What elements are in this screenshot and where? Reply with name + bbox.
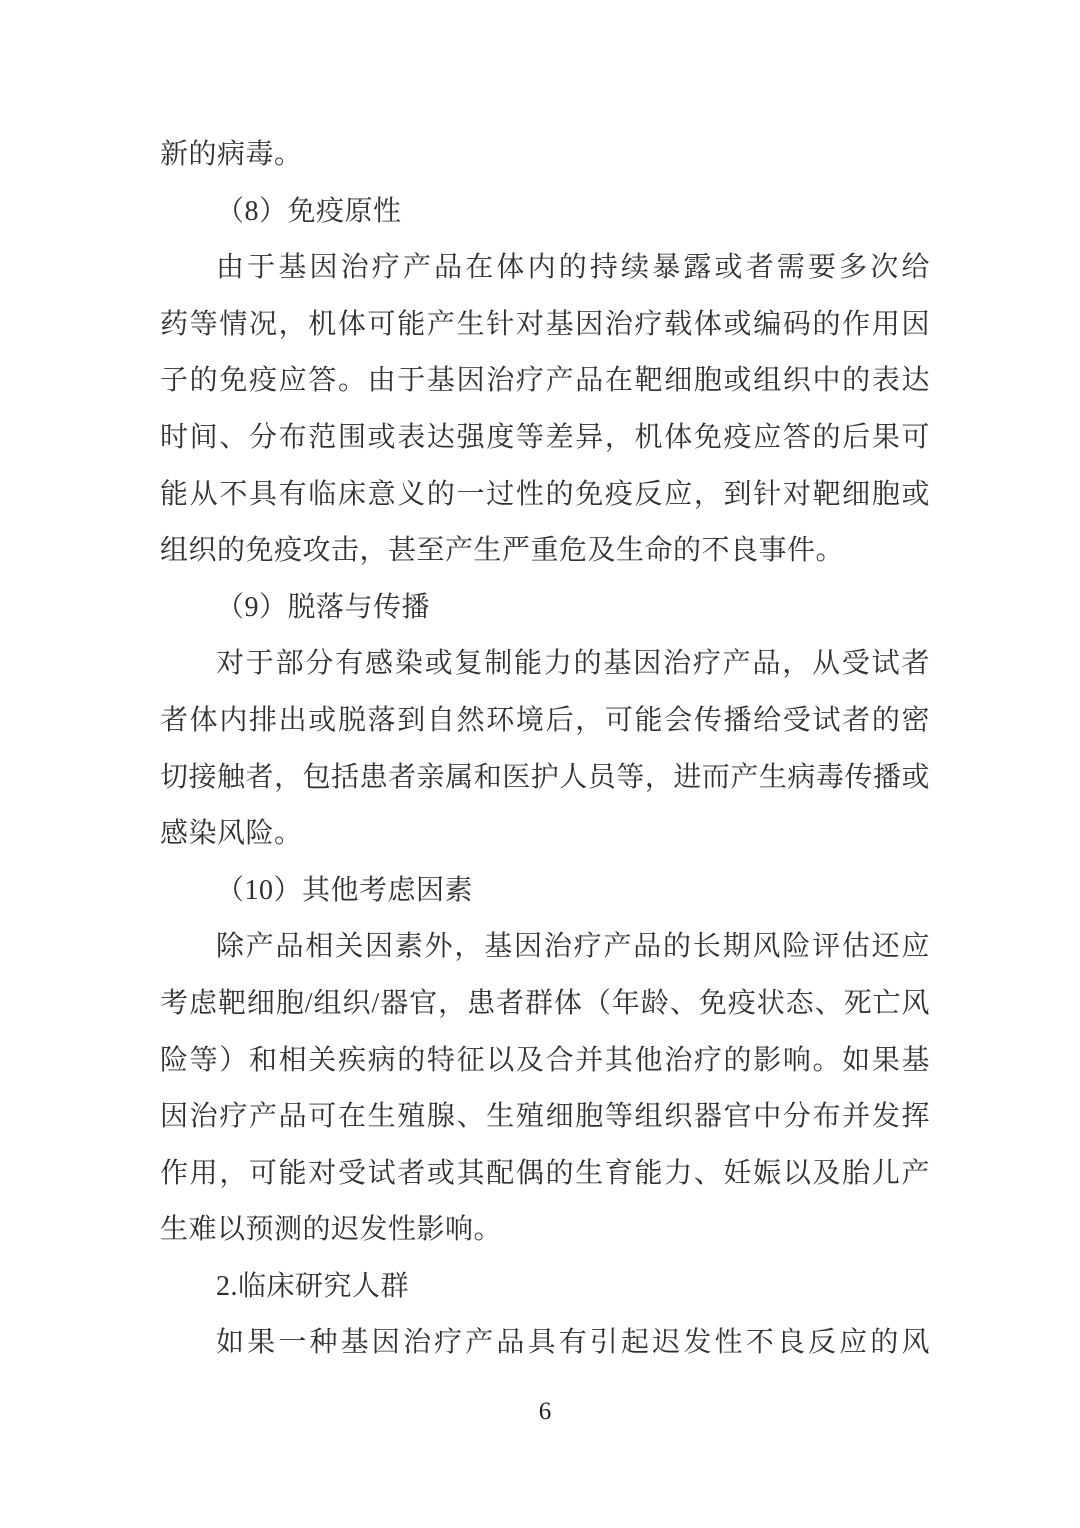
text-line: 因治疗产品可在生殖腺、生殖细胞等组织器官中分布并发挥 (160, 1101, 930, 1133)
text-line: 组织的免疫攻击，甚至产生严重危及生命的不良事件。 (160, 535, 845, 567)
text-line: 险等）和相关疾病的特征以及合并其他治疗的影响。如果基 (160, 1044, 930, 1076)
text-line: 子的免疫应答。由于基因治疗产品在靶细胞或组织中的表达 (160, 365, 930, 397)
text-line: 生难以预测的迟发性影响。 (160, 1214, 503, 1246)
text-line: 新的病毒。 (160, 139, 303, 170)
document-body (160, 127, 930, 1372)
text-line: 由于基因治疗产品在体内的持续暴露或者需要多次给 (216, 252, 930, 284)
text-line: 作用，可能对受试者或其配偶的生育能力、妊娠以及胎儿产 (160, 1157, 930, 1189)
text-line: （8）免疫原性 (216, 195, 402, 227)
text-line: 时间、分布范围或表达强度等差异，机体免疫应答的后果可 (160, 421, 930, 453)
page-number: 6 (538, 1398, 552, 1425)
text-line: 考虑靶细胞/组织/器官，患者群体（年龄、免疫状态、死亡风 (160, 987, 930, 1019)
text-line: 药等情况，机体可能产生针对基因治疗载体或编码的作用因 (160, 308, 930, 340)
text-line: 对于部分有感染或复制能力的基因治疗产品，从受试者 (216, 648, 930, 680)
text-line: 能从不具有临床意义的一过性的免疫反应，到针对靶细胞或 (160, 478, 930, 510)
text-line: （9）脱落与传播 (216, 591, 431, 623)
text-line: 除产品相关因素外，基因治疗产品的长期风险评估还应 (216, 931, 930, 963)
text-line: 切接触者，包括患者亲属和医护人员等，进而产生病毒传播或 (160, 761, 930, 793)
text-line: （10）其他考虑因素 (216, 874, 474, 906)
text-line: 如果一种基因治疗产品具有引起迟发性不良反应的风 (216, 1327, 930, 1359)
text-line: 感染风险。 (160, 818, 303, 850)
text-line: 者体内排出或脱落到自然环境后，可能会传播给受试者的密 (160, 704, 930, 736)
text-line: 2.临床研究人群 (216, 1270, 410, 1302)
